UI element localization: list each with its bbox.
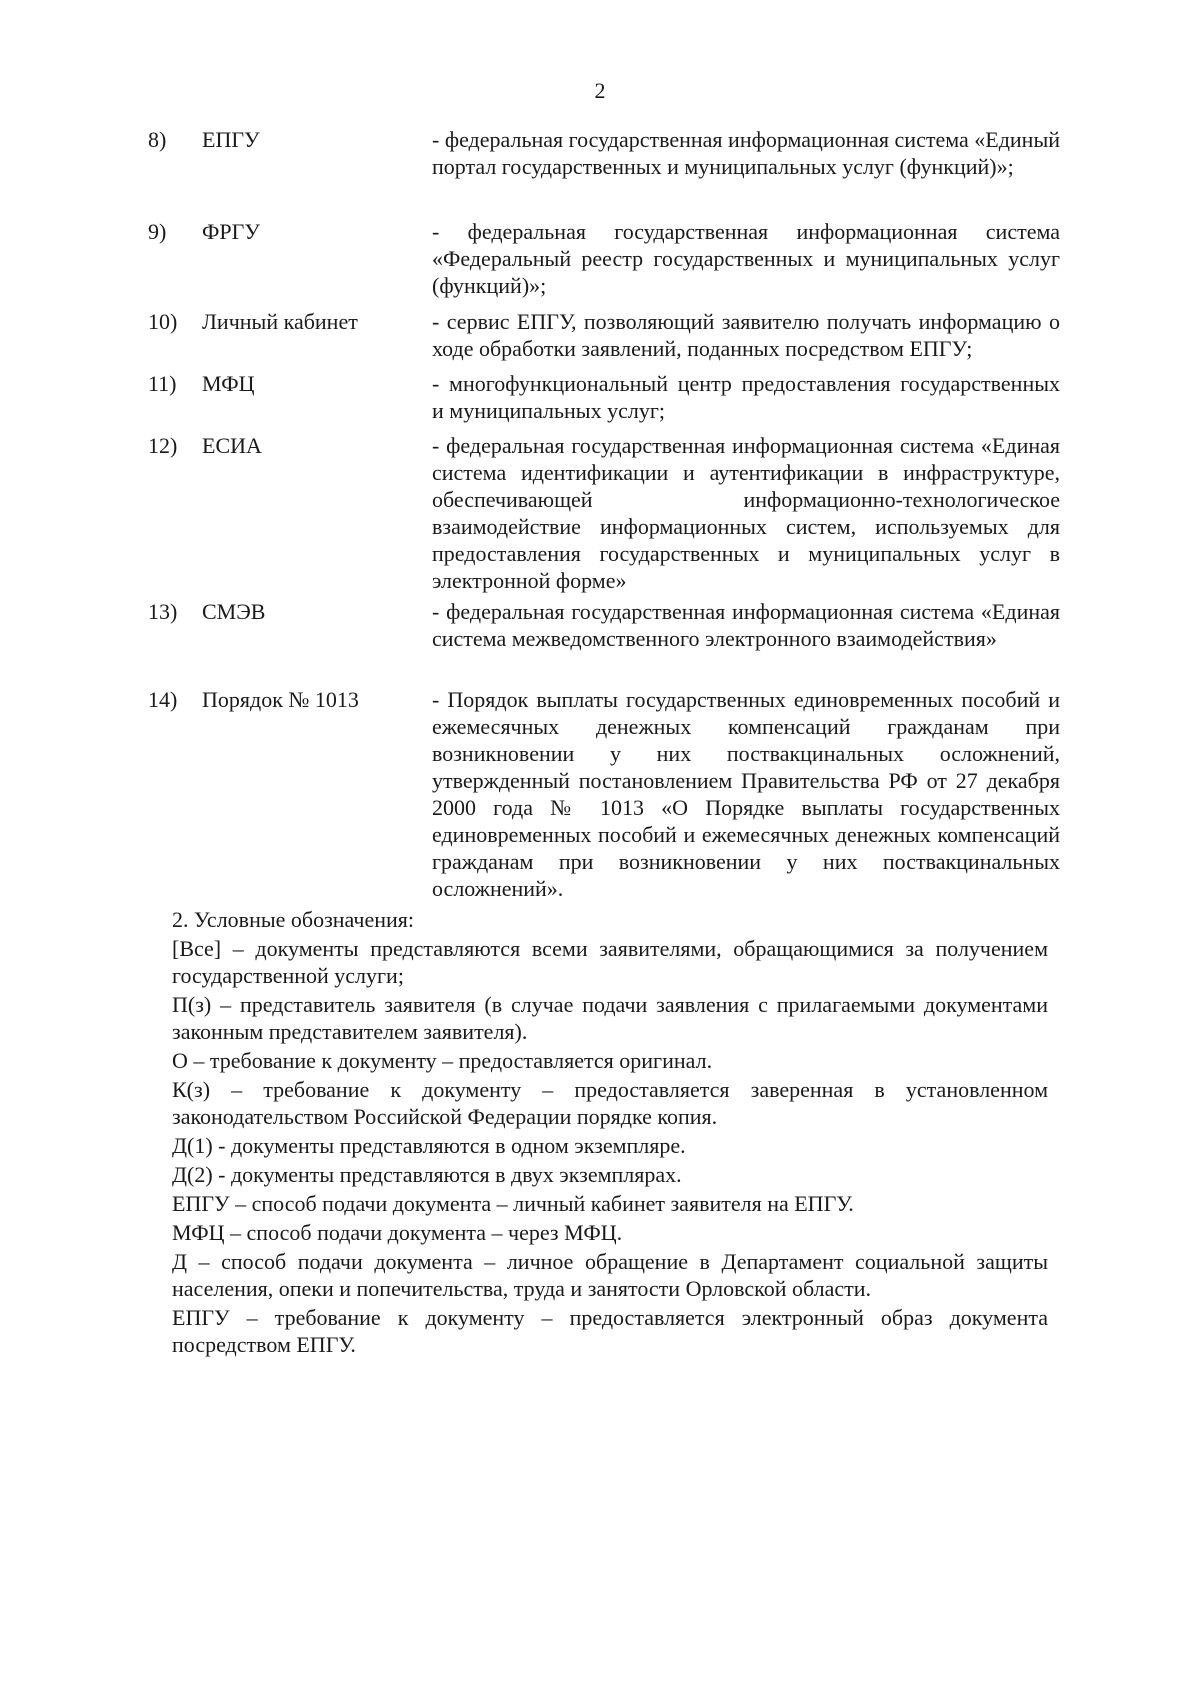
definition-text: - федеральная государственная информационная система «Единая система межведомственного электронного взаимодействия»: [432, 599, 1060, 651]
definition-number: 9): [148, 219, 167, 244]
legend-item: П(з) – представитель заявителя (в случае подачи заявления с прилагаемыми документами законным представителем заявителя).: [172, 992, 1048, 1044]
legend-item: О – требование к документу – предоставляется оригинал.: [172, 1048, 713, 1073]
definition-term: МФЦ: [202, 371, 255, 396]
definition-number: 14): [148, 687, 178, 712]
definition-term: ЕСИА: [202, 433, 262, 458]
definition-term: ЕПГУ: [202, 127, 260, 152]
legend-item: ЕПГУ – способ подачи документа – личный кабинет заявителя на ЕПГУ.: [172, 1191, 854, 1216]
definition-text: - федеральная государственная информационная система «Единый портал государственных и муниципальных услуг (функций)»;: [432, 127, 1060, 179]
legend-section: [172, 906, 1048, 1360]
legend-item: Д(1) - документы представляются в одном экземпляре.: [172, 1133, 686, 1158]
definition-text: - федеральная государственная информационная система «Федеральный реестр государственных и муниципальных услуг (функций)»;: [432, 219, 1060, 298]
definition-term: Личный кабинет: [202, 309, 358, 334]
legend-item: Д(2) - документы представляются в двух экземплярах.: [172, 1162, 682, 1187]
definition-term: ФРГУ: [202, 219, 260, 244]
legend-item: ЕПГУ – требование к документу – предоставляется электронный образ документа посредством ЕПГУ.: [172, 1305, 1048, 1357]
definition-text: - многофункциональный центр предоставления государственных и муниципальных услуг;: [432, 371, 1060, 423]
definition-number: 13): [148, 599, 178, 624]
definition-number: 10): [148, 309, 178, 334]
definition-number: 11): [148, 371, 177, 396]
definition-term: Порядок № 1013: [202, 687, 359, 712]
definition-number: 8): [148, 127, 167, 152]
definition-text: - федеральная государственная информационная система «Единая система идентификации и аутентификации в инфраструктуре, обеспечивающей информационно-технологическое взаимодействие информационных систем, используемых для предоставления государственных и муниципальных услуг в электронной форме»: [432, 433, 1060, 593]
page-number: 2: [594, 78, 606, 103]
legend-item: К(з) – требование к документу – предоставляется заверенная в установленном законодательством Российской Федерации порядке копия.: [172, 1077, 1048, 1129]
definition-number: 12): [148, 433, 178, 458]
definition-term: СМЭВ: [202, 599, 266, 624]
definition-text: - Порядок выплаты государственных единовременных пособий и ежемесячных денежных компенсаций гражданам при возникновении у них поствакцинальных осложнений, утвержденный постановлением Правительства РФ от 27 декабря 2000 года № 1013 «О Порядке выплаты государственных единовременных пособий и ежемесячных денежных компенсаций гражданам при возникновении у них поствакцинальных осложнений».: [432, 687, 1060, 901]
legend-item: Д – способ подачи документа – личное обращение в Департамент социальной защиты населения, опеки и попечительства, труда и занятости Орловской области.: [172, 1249, 1048, 1301]
legend-heading: 2. Условные обозначения:: [172, 907, 415, 932]
definition-text: - сервис ЕПГУ, позволяющий заявителю получать информацию о ходе обработки заявлений, поданных посредством ЕПГУ;: [432, 309, 1060, 361]
legend-item: МФЦ – способ подачи документа – через МФЦ.: [172, 1220, 623, 1245]
legend-item: [Все] – документы представляются всеми заявителями, обращающимися за получением государственной услуги;: [172, 936, 1048, 988]
